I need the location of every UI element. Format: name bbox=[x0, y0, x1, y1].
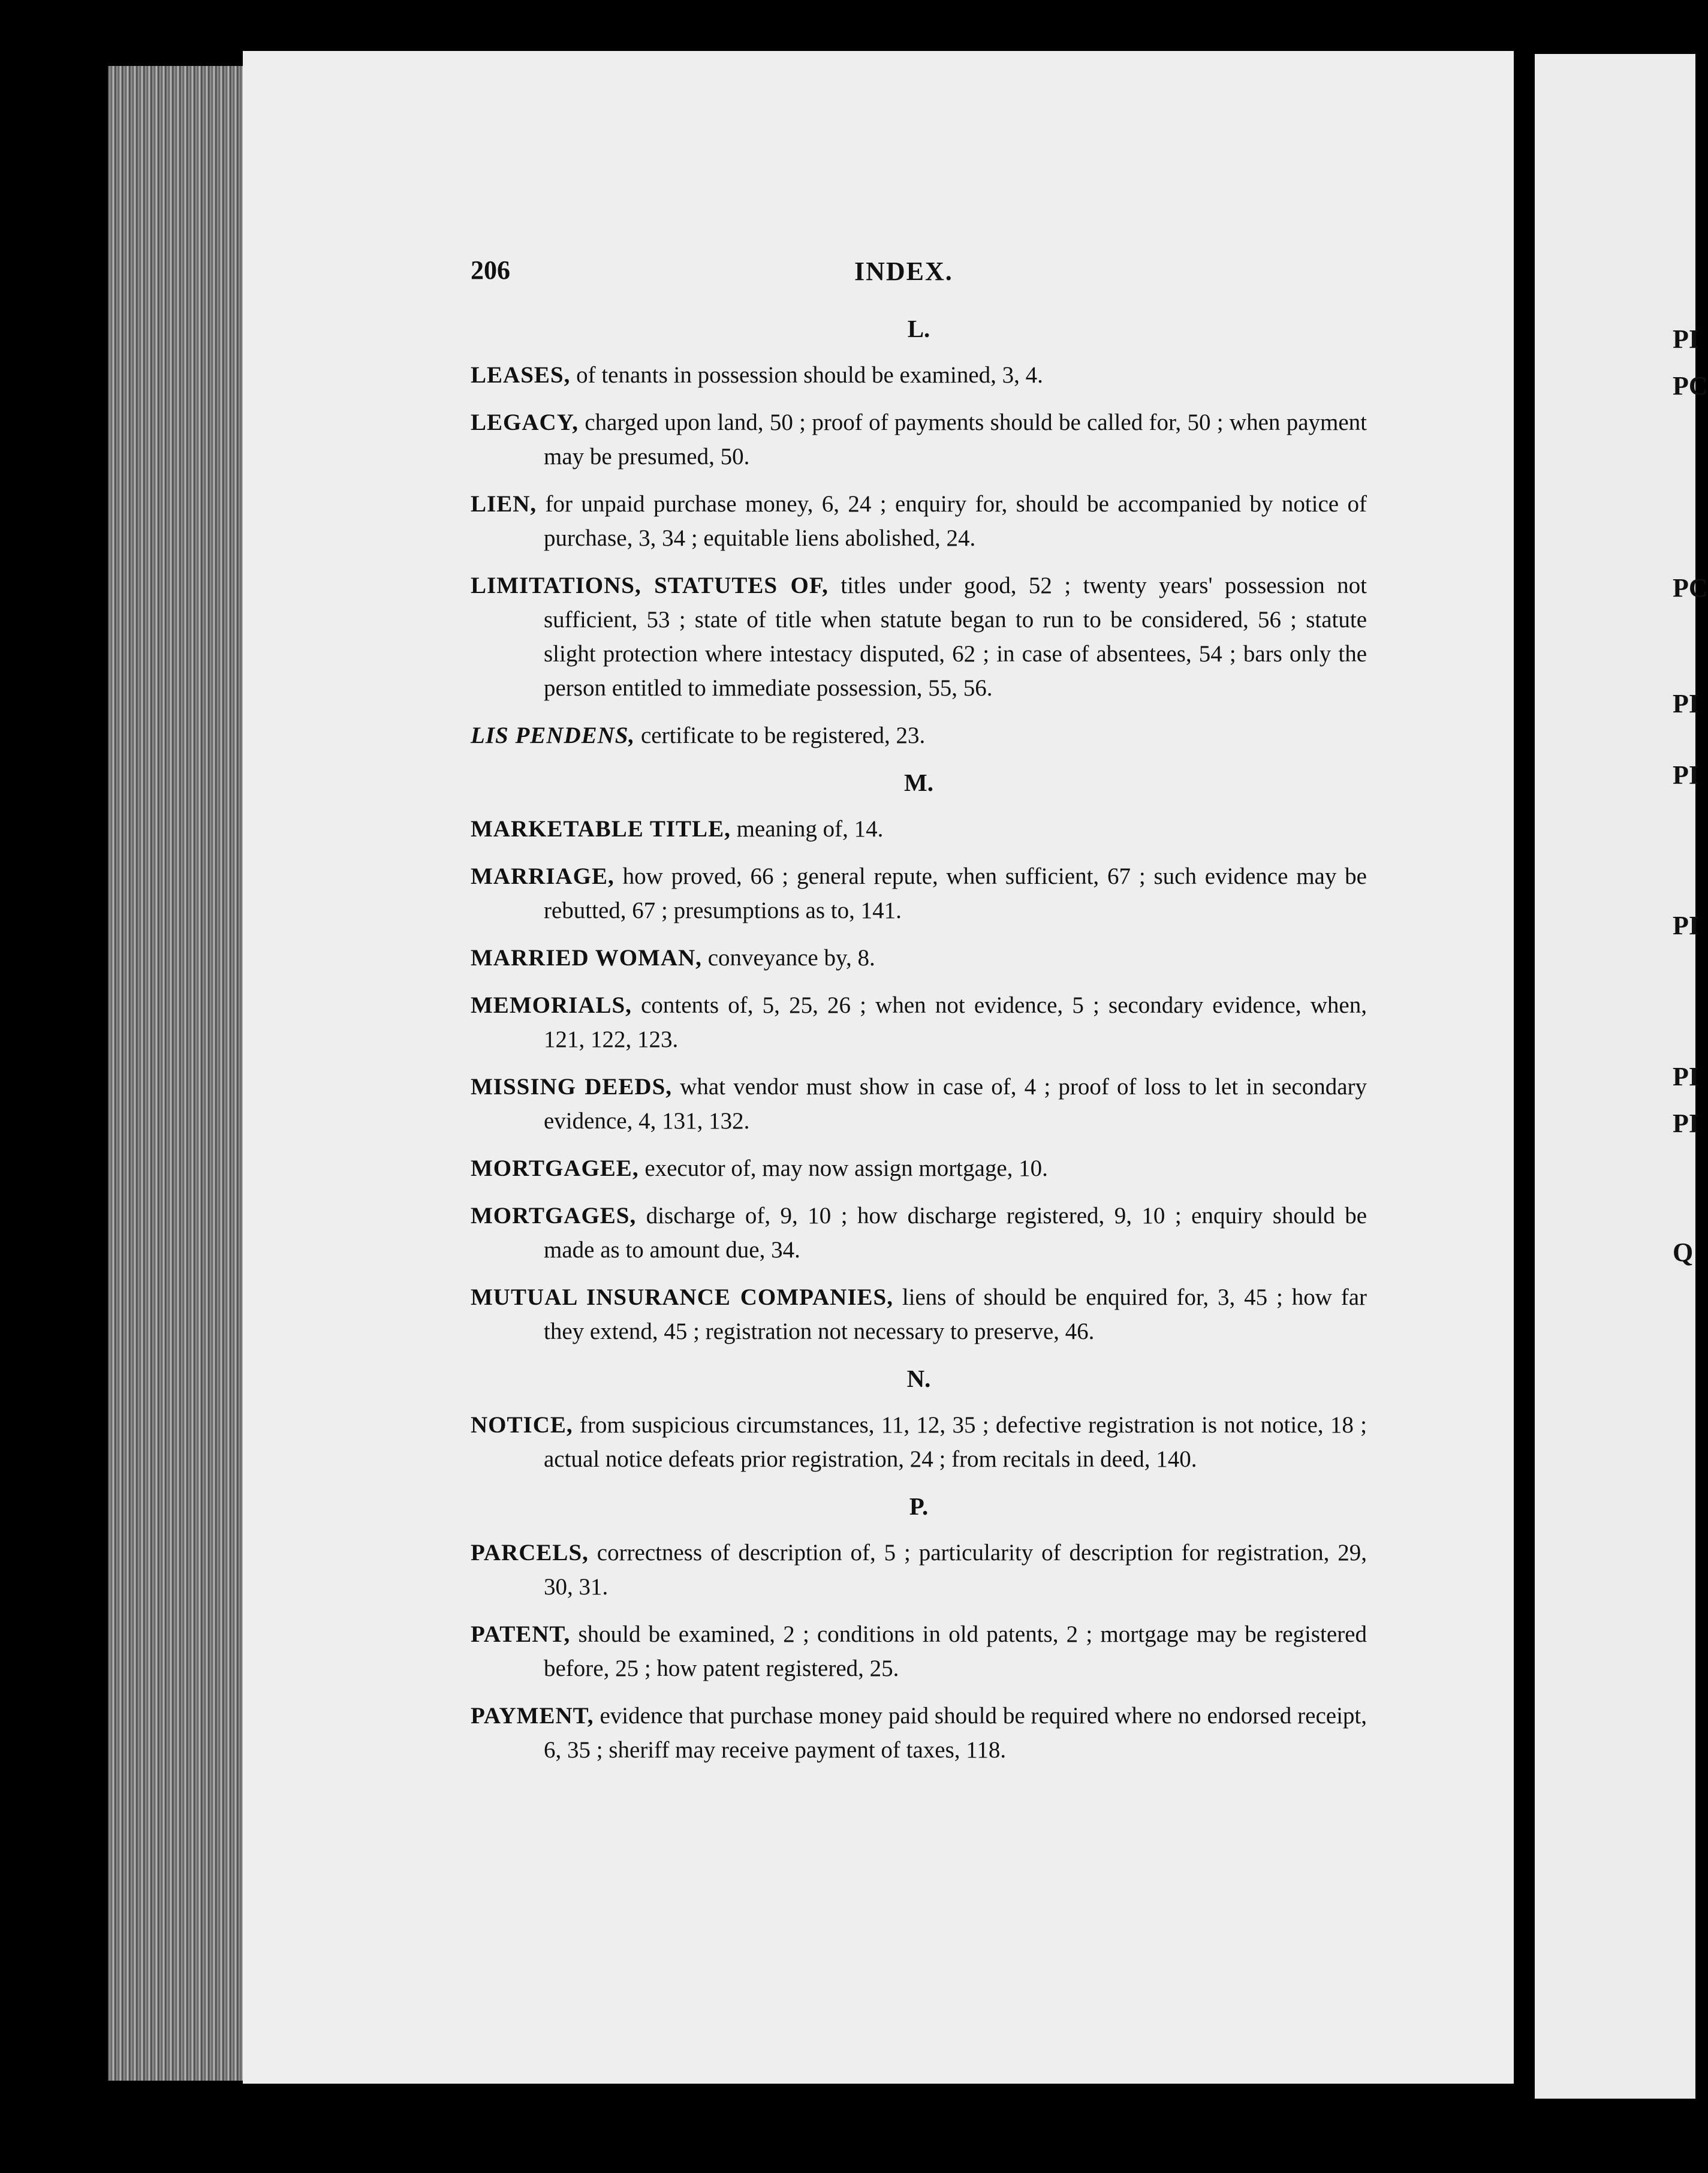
running-title: INDEX. bbox=[854, 257, 953, 286]
entry-text: correctness of description of, 5 ; particularity of description for registration, 29, 30, 31. bbox=[544, 1540, 1367, 1600]
index-entry bbox=[471, 405, 1367, 474]
index-entry bbox=[471, 1617, 1367, 1686]
index-entry bbox=[471, 812, 1367, 846]
facing-fragment: PI bbox=[1673, 1109, 1699, 1138]
entry-text: evidence that purchase money paid should be required where no endorsed receipt, 6, 35 ; sheriff may receive payment of taxes, 118. bbox=[544, 1703, 1367, 1763]
entry-text: executor of, may now assign mortgage, 10. bbox=[638, 1155, 1048, 1181]
section-letter: P. bbox=[909, 1492, 929, 1520]
section-letter: M. bbox=[904, 769, 933, 796]
facing-fragment: Q bbox=[1673, 1238, 1694, 1267]
index-entry bbox=[471, 487, 1367, 555]
facing-fragment: PI bbox=[1673, 324, 1699, 354]
entry-heading: LIEN, bbox=[471, 491, 537, 517]
index-entry bbox=[471, 718, 1367, 753]
book-page-edges bbox=[108, 66, 246, 2081]
entry-heading: LEASES, bbox=[471, 362, 571, 388]
entry-text: what vendor must show in case of, 4 ; proof of loss to let in secondary evidence, 4, 131, 132. bbox=[544, 1074, 1367, 1134]
entry-text: conveyance by, 8. bbox=[701, 945, 875, 971]
entry-text: of tenants in possession should be examined, 3, 4. bbox=[570, 362, 1043, 388]
index-entry bbox=[471, 358, 1367, 392]
section-letter: N. bbox=[906, 1365, 931, 1392]
entry-text: liens of should be enquired for, 3, 45 ; how far they extend, 45 ; registration not necessary to preserve, 46. bbox=[544, 1284, 1367, 1344]
facing-page bbox=[1535, 54, 1695, 2099]
facing-fragment: PC bbox=[1673, 371, 1708, 401]
entry-heading: NOTICE, bbox=[471, 1412, 573, 1438]
index-entry bbox=[471, 941, 1367, 975]
entry-heading: LIMITATIONS, STATUTES OF, bbox=[471, 573, 829, 598]
index-entry bbox=[471, 1199, 1367, 1267]
entry-heading: MORTGAGES, bbox=[471, 1203, 637, 1229]
entry-text: how proved, 66 ; general repute, when sufficient, 67 ; such evidence may be rebutted, 67 ; presumptions as to, 141. bbox=[544, 863, 1367, 923]
index-entry bbox=[471, 988, 1367, 1057]
index-entry bbox=[471, 1151, 1367, 1185]
entry-heading: PARCELS, bbox=[471, 1540, 589, 1566]
entry-text: certificate to be registered, 23. bbox=[635, 723, 926, 748]
entry-heading: MEMORIALS, bbox=[471, 992, 632, 1018]
index-entry bbox=[471, 1536, 1367, 1604]
index-entry bbox=[471, 568, 1367, 705]
entry-text: contents of, 5, 25, 26 ; when not evidence, 5 ; secondary evidence, when, 121, 122, 123. bbox=[544, 992, 1367, 1052]
page-number: 206 bbox=[471, 255, 510, 285]
index-entry bbox=[471, 1070, 1367, 1138]
entry-text: from suspicious circumstances, 11, 12, 35 ; defective registration is not notice, 18 ; actual notice defeats prior registration, 24 ; from recitals in deed, 140. bbox=[544, 1412, 1367, 1472]
index-entry bbox=[471, 1280, 1367, 1349]
facing-fragment: PI bbox=[1673, 1062, 1699, 1091]
section-letter: L. bbox=[907, 315, 930, 342]
entry-heading: MORTGAGEE, bbox=[471, 1155, 639, 1181]
entry-text: charged upon land, 50 ; proof of payments should be called for, 50 ; when payment may be presumed, 50. bbox=[544, 410, 1367, 469]
facing-fragment: PC bbox=[1673, 573, 1708, 603]
entry-heading: LEGACY, bbox=[471, 410, 579, 435]
entry-text: titles under good, 52 ; twenty years' possession not sufficient, 53 ; state of title when statute began to run to be considered, 56 ; statute slight protection where intestacy disputed, 62 ; in case of absentees, 54 ; bars only the person entitled to immediate possession, 55, 56. bbox=[544, 573, 1367, 701]
index-entry bbox=[471, 1699, 1367, 1767]
entry-text: should be examined, 2 ; conditions in old patents, 2 ; mortgage may be registered before, 25 ; how patent registered, 25. bbox=[544, 1621, 1367, 1681]
entry-heading: MARKETABLE TITLE, bbox=[471, 816, 731, 842]
index-body bbox=[471, 312, 1367, 1780]
entry-heading: MUTUAL INSURANCE COMPANIES, bbox=[471, 1284, 893, 1310]
page-header bbox=[471, 255, 1367, 291]
facing-fragment: PI bbox=[1673, 689, 1699, 718]
entry-heading: MARRIED WOMAN, bbox=[471, 945, 702, 971]
entry-text: meaning of, 14. bbox=[730, 816, 884, 842]
entry-heading: MARRIAGE, bbox=[471, 863, 614, 889]
entry-heading: MISSING DEEDS, bbox=[471, 1074, 673, 1100]
entry-heading: PATENT, bbox=[471, 1621, 571, 1647]
entry-heading: LIS PENDENS, bbox=[471, 723, 635, 748]
entry-heading: PAYMENT, bbox=[471, 1703, 594, 1729]
facing-fragment: PI bbox=[1673, 911, 1699, 940]
index-entry bbox=[471, 859, 1367, 928]
index-entry bbox=[471, 1408, 1367, 1476]
facing-fragment: PI bbox=[1673, 760, 1699, 790]
entry-text: for unpaid purchase money, 6, 24 ; enquiry for, should be accompanied by notice of purchase, 3, 34 ; equitable liens abolished, 24. bbox=[537, 491, 1367, 551]
entry-text: discharge of, 9, 10 ; how discharge registered, 9, 10 ; enquiry should be made as to amount due, 34. bbox=[544, 1203, 1367, 1263]
